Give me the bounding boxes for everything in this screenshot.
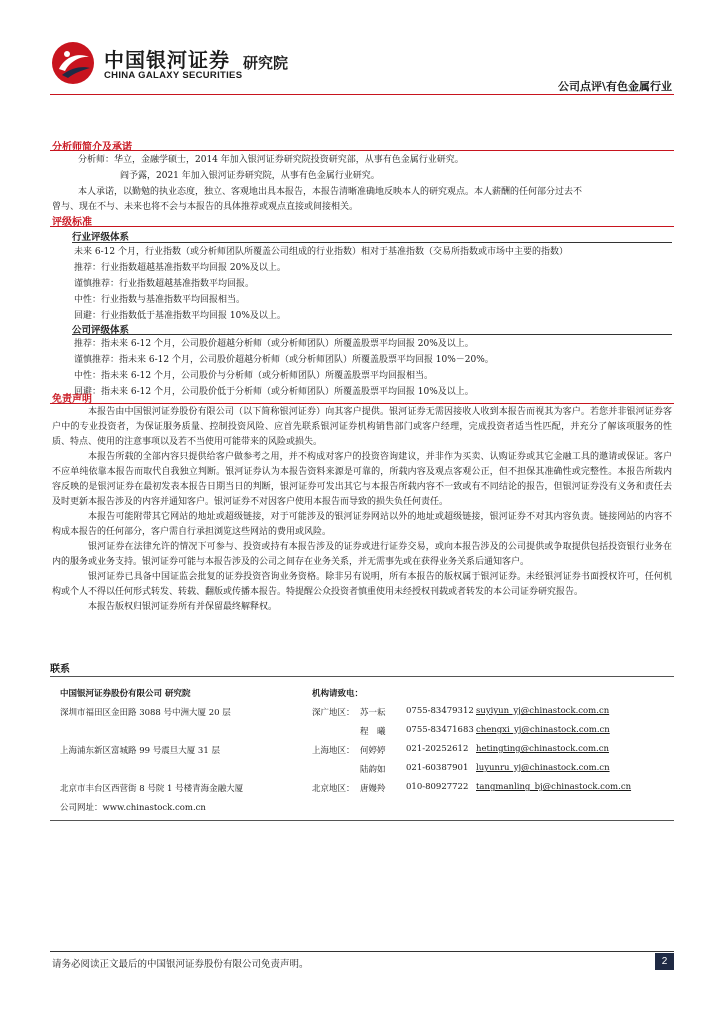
industry-rating-line: 回避：行业指数低于基准指数平均回报 10%及以上。 [74,311,286,321]
report-category: 公司点评\有色金属行业 [557,80,672,93]
contact-section-title: 联系 [50,664,70,675]
contact-phone: 0755-83471683 [406,725,474,735]
contact-phone: 0755-83479312 [406,706,474,716]
institute-label: 研究院 [243,54,289,72]
company-name: 中国银河证券股份有限公司 研究院 [60,689,191,699]
disclaimer-paragraph: 本报告所载的全部内容只提供给客户做参考之用，并不构成对客户的投资咨询建议，并非作为买卖、认购证券或其它金融工具的邀请或保证。客户不应单纯依靠本报告而取代自我独立判断。银河证券认为本报告资料来源是可靠的，所载内容及观点客观公正，但不担保其准确性或完整性。本报告所载内容反映的是银河证券在最初发表本报告日期当日的判断，银河证券可发出其它与本报告所载内容不一致或有不同结论的报告，但银河证券没有义务和责任去及时更新本报告涉及的内容并通知客户。银河证券不对因客户使用本报告而导致的损失负任何责任。 [52,452,672,507]
analyst-section-rule [50,150,674,151]
contact-name: 陆韵如 [360,765,386,775]
disclaimer-paragraph: 本报告由中国银河证券股份有限公司（以下简称银河证券）向其客户提供。银河证券无需因接收人收到本报告而视其为客户。若您并非银河证券客户中的专业投资者，为保证服务质量、控制投资风险、应首先联系银河证券机构销售部门或客户经理，完成投资者适当性匹配，并充分了解该项服务的性质、特点、使用的注意事项以及若不当使用可能带来的风险或损失。 [52,407,672,447]
rating-section-title: 评级标准 [52,217,92,228]
contact-email[interactable]: suyiyun_yj@chinastock.com.cn [476,706,610,716]
disclaimer-paragraph: 本报告可能附带其它网站的地址或超级链接，对于可能涉及的银河证券网站以外的地址或超级链接，银河证券不对其内容负责。链接网站的内容不构成本报告的任何部分，客户需自行承担浏览这些网站的费用或风险。 [52,512,672,537]
contact-name: 何婷婷 [360,746,386,756]
disclaimer-body [52,405,672,615]
disclaimer-section-rule [50,403,674,404]
disclaimer-paragraph: 银河证券已具备中国证监会批复的证券投资咨询业务资格。除非另有说明，所有本报告的版权属于银河证券。未经银河证券书面授权许可，任何机构或个人不得以任何形式转发、转载、翻版或传播本报告。特提醒公众投资者慎重使用未经授权刊载或者转发的本公司证券研究报告。 [52,572,672,597]
company-rating-line: 回避：指未来 6-12 个月，公司股价低于分析师（或分析师团队）所覆盖股票平均回报 10%及以上。 [74,387,474,397]
inquiry-title: 机构请致电： [312,689,364,699]
galaxy-logo-icon [50,40,96,86]
contact-region: 北京地区： [312,784,355,794]
contact-phone: 010-80927722 [406,782,469,792]
address-shenzhen: 深圳市福田区金田路 3088 号中洲大厦 20 层 [60,708,231,718]
brand-name-cn: 中国银河证券 [104,48,230,72]
industry-rating-line: 中性：行业指数与基准指数平均回报相当。 [74,295,246,305]
analyst-line: 分析师：华立，金融学硕士，2014 年加入银河证券研究院投资研究部，从事有色金属行业研究。 [78,155,464,165]
commitment-line: 曾与、现在不与、未来也将不会与本报告的具体推荐或观点直接或间接相关。 [52,202,359,212]
company-rating-line: 中性：指未来 6-12 个月，公司股价与分析师（或分析师团队）所覆盖股票平均回报相当。 [74,371,433,381]
industry-rating-line: 谨慎推荐：行业指数超越基准指数平均回报。 [74,279,255,289]
address-beijing: 北京市丰台区西营街 8 号院 1 号楼青海金融大厦 [60,784,244,794]
industry-rating-line: 推荐：行业指数超越基准指数平均回报 20%及以上。 [74,263,286,273]
contact-phone: 021-60387901 [406,763,469,773]
contact-email[interactable]: tangmanling_bj@chinastock.com.cn [476,782,632,792]
company-website: 公司网址：www.chinastock.com.cn [60,803,206,813]
company-rating-line: 推荐：指未来 6-12 个月，公司股价超越分析师（或分析师团队）所覆盖股票平均回报 20%及以上。 [74,339,474,349]
commitment-line: 本人承诺，以勤勉的执业态度，独立、客观地出具本报告，本报告清晰准确地反映本人的研究观点。本人薪酬的任何部分过去不 [78,187,583,197]
company-rating-rule [72,334,672,335]
company-rating-title: 公司评级体系 [72,325,130,336]
contact-region: 上海地区： [312,746,355,756]
contact-phone: 021-20252612 [406,744,469,754]
footer-divider [50,951,674,952]
contact-email[interactable]: chengxi_yj@chinastock.com.cn [476,725,610,735]
disclaimer-section-title: 免责声明 [52,394,92,405]
contact-region: 深广地区： [312,708,355,718]
contact-rule-bottom [50,820,674,821]
analyst-section-title: 分析师简介及承诺 [52,142,132,153]
brand-name-en: CHINA GALAXY SECURITIES [104,70,243,81]
contact-rule-top [50,676,674,677]
header-divider [50,94,674,95]
disclaimer-paragraph: 银河证券在法律允许的情况下可参与、投资或持有本报告涉及的证券或进行证券交易，或向本报告涉及的公司提供或争取提供包括投资银行业务在内的服务或业务支持。银河证券可能与本报告涉及的公司之间存在业务关系，并无需事先或在获得业务关系后通知客户。 [52,542,672,567]
industry-rating-title: 行业评级体系 [72,232,130,243]
address-shanghai: 上海浦东新区富城路 99 号震旦大厦 31 层 [60,746,220,756]
company-rating-line: 谨慎推荐：指未来 6-12 个月，公司股价超越分析师（或分析师团队）所覆盖股票平均回报 10%－20%。 [74,355,494,365]
analyst-line: 阎予露，2021 年加入银河证券研究院，从事有色金属行业研究。 [120,171,380,181]
contact-email[interactable]: luyunru_yj@chinastock.com.cn [476,763,610,773]
industry-rating-line: 未来 6-12 个月，行业指数（或分析师团队所覆盖公司组成的行业指数）相对于基准指数（交易所指数或市场中主要的指数） [74,247,568,257]
footer-disclaimer: 请务必阅读正文最后的中国银河证券股份有限公司免责声明。 [52,959,309,970]
contact-name: 程 曦 [360,727,386,737]
page-number: 2 [655,953,674,970]
contact-name: 苏一耘 [360,708,386,718]
industry-rating-rule [72,242,672,243]
contact-name: 唐嫚羚 [360,784,386,794]
contact-email[interactable]: hetingting@chinastock.com.cn [476,744,609,754]
rating-section-rule [50,226,674,227]
disclaimer-paragraph: 本报告版权归银河证券所有并保留最终解释权。 [88,602,278,612]
